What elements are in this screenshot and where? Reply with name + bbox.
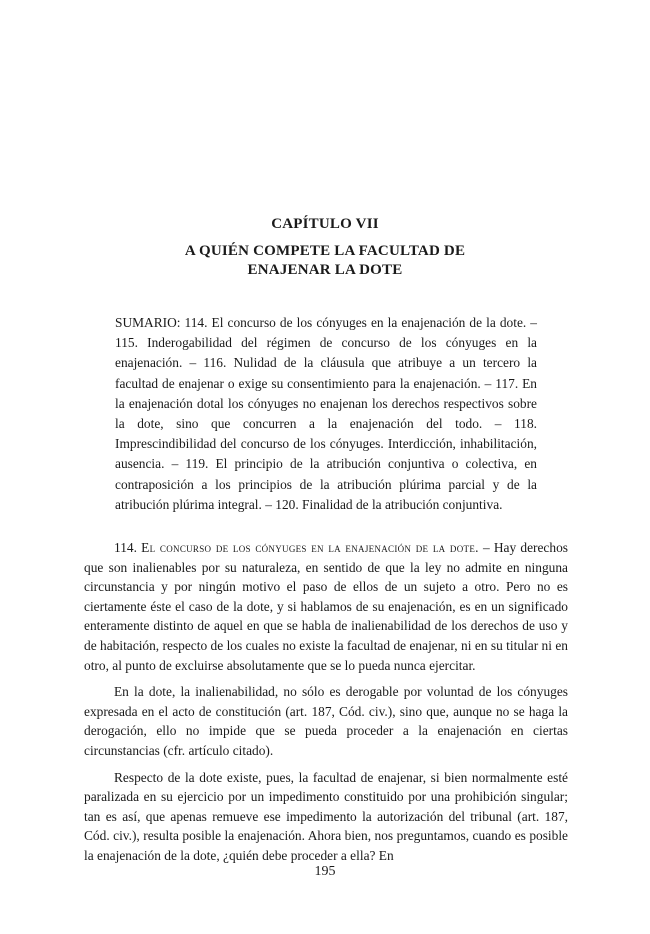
chapter-title-line-1: A QUIÉN COMPETE LA FACULTAD DE — [184, 243, 466, 259]
section-paragraph-2: En la dote, la inalienabilidad, no sólo es derogable por voluntad de los cónyuges expresada en el acto de constitución (art. 187, Cód. civ.), sino que, aunque no se haga la derogación, ello no impide que se pueda proceder a la enajenación en ciertas circunstancias (cfr. artículo citado). — [84, 684, 568, 758]
chapter-title-line-2: ENAJENAR LA DOTE — [247, 262, 403, 278]
section-number: 114. — [114, 540, 137, 555]
chapter-summary: SUMARIO: 114. El concurso de los cónyuges en la enajenación de la dote. – 115. Inderogabilidad del régimen de concurso de los cónyuges en la enajenación. – 116. Nulidad de la cláusula que atribuye a un tercero la facultad de enajenar o exige su consentimiento para la enajenación. – 117. En la enajenación dotal los cónyuges no enajenan los derechos respectivos sobre la dote, sino que concurren a la enajenación del todo. – 118. Imprescindibilidad del concurso de los cónyuges. Interdicción, inhabilitación, ausencia. – 119. El principio de la atribución conjuntiva o colectiva, en contraposición a los principios de la atribución plúrima parcial y de la atribución plúrima integral. – 120. Finalidad de la atribución conjuntiva. — [115, 315, 537, 512]
body-text — [84, 538, 568, 873]
section-heading: El concurso de los cónyuges en la enajenación de la dote. — [141, 540, 479, 555]
chapter-number: CAPÍTULO VII — [271, 216, 379, 232]
chapter-title — [0, 242, 650, 280]
section-paragraph-3: Respecto de la dote existe, pues, la facultad de enajenar, si bien normalmente esté paralizada en su ejercicio por un impedimento constituido por una prohibición singular; tan es así, que apenas remueve ese impedimento la autorización del tribunal (art. 187, Cód. civ.), resulta posible la enajenación. Ahora bien, nos preguntamos, cuando es posible la enajenación de la dote, ¿quién debe proceder a ella? En — [84, 769, 568, 863]
paragraph-1-text: – Hay derechos que son inalienables por su naturaleza, en sentido de que la ley no admite en ninguna circunstancia y por ningún motivo el paso de ellos de un sujeto a otro. Pero no es ciertamente éste el caso de la dote, y si hablamos de su enajenación, es en un significado enteramente distinto de aquel en que se habla de inalienabilidad de los derechos de uso y de habitación, respecto de los cuales no existe la facultad de enajenar, ni en su titular ni en otro, al punto de excluirse absolutamente que se lo pueda nunca ejercitar. — [84, 540, 568, 673]
section-paragraph-1 — [84, 538, 568, 675]
page-number: 195 — [314, 864, 336, 879]
